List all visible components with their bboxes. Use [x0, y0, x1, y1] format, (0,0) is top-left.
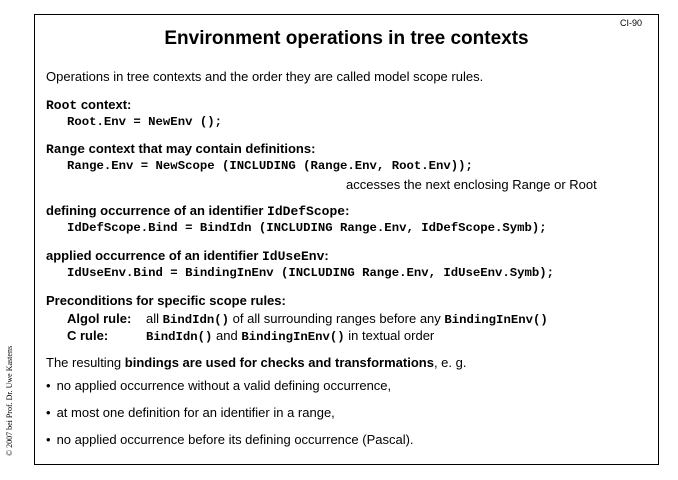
range-heading: Range context that may contain definitions:	[46, 141, 316, 157]
algol-rule-label: Algol rule:	[67, 311, 132, 326]
intro-text: Operations in tree contexts and the order they are called model scope rules.	[46, 69, 484, 84]
applied-heading: applied occurrence of an identifier IdUseEnv:	[46, 248, 329, 264]
range-code: Range.Env = NewScope (INCLUDING (Range.Env, Root.Env));	[67, 159, 473, 173]
root-keyword: Root	[46, 98, 78, 113]
copyright-note: © 2007 bei Prof. Dr. Uwe Kastens	[5, 345, 14, 456]
slide-title: Environment operations in tree contexts	[164, 28, 529, 49]
root-code: Root.Env = NewEnv ();	[67, 115, 222, 129]
c-rule: C rule: BindIdn() and BindingInEnv() in textual order	[67, 328, 435, 344]
root-heading: Root context:	[46, 97, 132, 113]
list-item: • no applied occurrence before its defining occurrence (Pascal).	[46, 432, 414, 447]
preconditions-heading: Preconditions for specific scope rules:	[46, 293, 286, 308]
list-item: • at most one definition for an identifier in a range,	[46, 405, 335, 420]
defining-code: IdDefScope.Bind = BindIdn (INCLUDING Range.Env, IdDefScope.Symb);	[67, 221, 547, 235]
algol-rule: Algol rule: all BindIdn() of all surrounding ranges before any BindingInEnv()	[67, 311, 548, 327]
c-rule-label: C rule:	[67, 328, 109, 343]
slide-number: CI-90	[619, 18, 642, 28]
list-item: • no applied occurrence without a valid defining occurrence,	[46, 378, 391, 393]
range-note: accesses the next enclosing Range or Root	[346, 177, 597, 192]
bindings-sentence: The resulting bindings are used for checks and transformations, e. g.	[46, 355, 467, 370]
defining-keyword: IdDefScope	[267, 204, 346, 219]
applied-code: IdUseEnv.Bind = BindingInEnv (INCLUDING Range.Env, IdUseEnv.Symb);	[67, 266, 555, 280]
range-keyword: Range	[46, 142, 86, 157]
defining-heading: defining occurrence of an identifier IdDefScope:	[46, 203, 350, 219]
applied-keyword: IdUseEnv	[262, 249, 325, 264]
